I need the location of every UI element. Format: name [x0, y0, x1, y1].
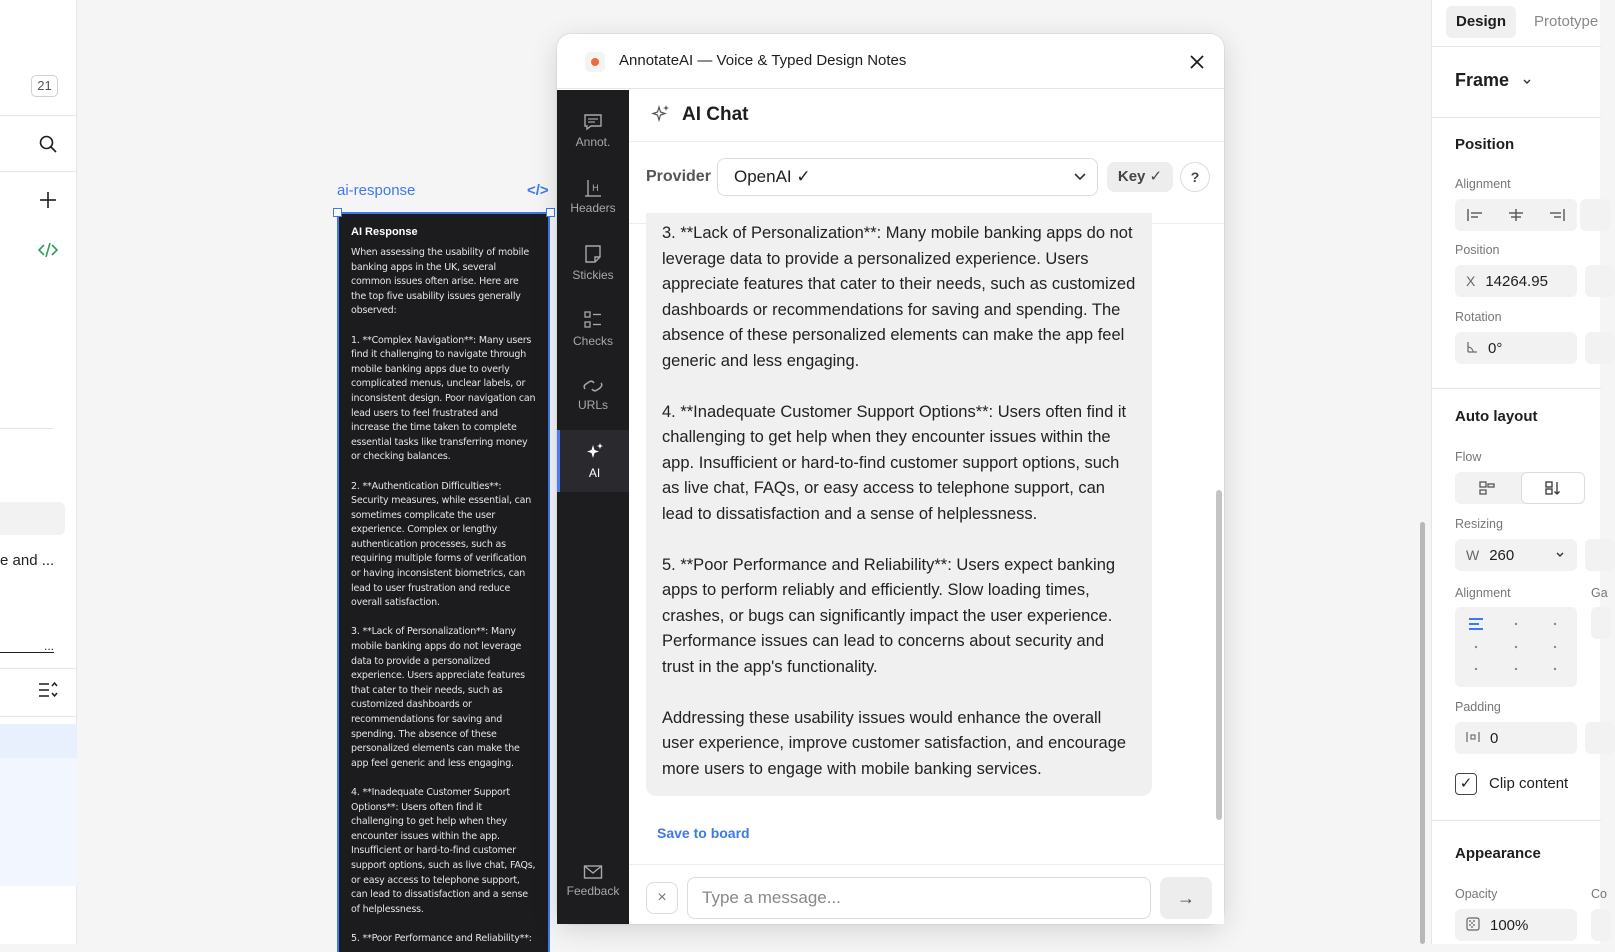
sparkle-icon: [585, 442, 605, 462]
height-field[interactable]: [1585, 539, 1615, 571]
message-composer: [629, 864, 1224, 924]
w-prefix: W: [1466, 547, 1480, 563]
padding-label: Padding: [1455, 700, 1501, 714]
layer-underline-truncated: ...: [0, 640, 54, 653]
chat-title: AI Chat: [682, 104, 749, 125]
frame-paragraph: 1. **Complex Navigation**: Many users find it challenging to navigate through mobile banking apps due to overly complicated menus, unclear labels, or inconsistent design. Poor navigation can lead users to feel frustrated and increase the time taken to complete essential tasks like transferring money or checking balances.: [351, 334, 536, 463]
svg-text:H: H: [592, 184, 599, 194]
divider: [0, 115, 77, 116]
chevron-down-icon: [1073, 172, 1087, 182]
save-to-board-link[interactable]: Save to board: [657, 825, 750, 841]
clip-content-checkbox[interactable]: ✓: [1455, 773, 1477, 795]
align-center-icon[interactable]: [1496, 199, 1536, 231]
checklist-icon: [583, 310, 603, 330]
gap-field[interactable]: [1591, 607, 1611, 639]
divider: [0, 716, 77, 717]
frame-type-label: Frame: [1455, 70, 1510, 90]
close-icon[interactable]: [1186, 51, 1208, 73]
corner-radius-label: Co: [1591, 887, 1607, 901]
align-more-button[interactable]: [1580, 199, 1610, 231]
frame-paragraph: 5. **Poor Performance and Reliability**:: [351, 932, 532, 944]
sidebar-item-headers[interactable]: [557, 166, 629, 228]
divider: [0, 428, 54, 429]
w-value: 260: [1489, 546, 1515, 564]
flow-wrap-icon[interactable]: [1455, 472, 1519, 504]
plugin-title: AnnotateAI — Voice & Typed Design Notes: [619, 52, 907, 69]
frame-paragraph: 2. **Authentication Difficulties**: Security measures, while essential, can sometimes complicate the user experience. Complex or lengthy authentication processes, such as requiring multiple forms of verification or having inconsistent biometrics, can lead to user frustration and reduce overall satisfaction.: [351, 480, 532, 609]
position-section-title: Position: [1455, 136, 1515, 153]
y-position-field[interactable]: [1585, 265, 1615, 297]
provider-select[interactable]: [717, 158, 1098, 196]
frame-paragraph: When assessing the usability of mobile banking apps in the UK, several common issues often arise. Here are the top five usability issues generally observed:: [351, 247, 529, 317]
gap-label: Ga: [1591, 586, 1608, 600]
sparkle-icon: [651, 104, 671, 129]
layer-count-badge: 21: [31, 75, 58, 97]
corner-radius-field[interactable]: [1591, 909, 1611, 941]
sidebar-item-label: Feedback: [566, 884, 620, 898]
ai-response-frame[interactable]: [337, 212, 550, 952]
chat-scrollbar[interactable]: [1216, 490, 1222, 820]
divider: [0, 668, 77, 669]
tab-prototype[interactable]: Prototype: [1534, 13, 1599, 30]
auto-layout-section-title: Auto layout: [1455, 408, 1538, 425]
frame-paragraph: 3. **Lack of Personalization**: Many mobile banking apps do not leverage data to provide a personalized experience. Users appreciate features that cater to their needs, such as customized dashboards or recommendations for saving and spending. The absence of these personalized elements can make the app feel generic and less engaging.: [351, 626, 525, 769]
resize-handle[interactable]: [333, 208, 342, 217]
message-paragraph: Addressing these usability issues would enhance the overall user experience, improve customer satisfaction, and encourage more users to engage with mobile banking services.: [662, 708, 1127, 778]
appearance-section-title: Appearance: [1455, 845, 1541, 862]
layer-children-selected: [0, 758, 77, 886]
sidebar-item-checks[interactable]: [557, 298, 629, 360]
sidebar-item-label: Checks: [572, 334, 613, 348]
link-icon: [582, 378, 604, 394]
plugin-logo: [585, 52, 605, 72]
divider: [0, 171, 77, 172]
ai-chat-panel: [629, 90, 1224, 924]
chevron-down-icon: [1555, 551, 1565, 559]
code-icon[interactable]: [36, 238, 60, 262]
divider: [1432, 117, 1601, 118]
layer-row-selected[interactable]: [0, 724, 77, 758]
padding-field[interactable]: [1455, 722, 1577, 754]
rotation-field[interactable]: [1455, 332, 1577, 364]
search-icon[interactable]: [36, 132, 60, 156]
sidebar-item-label: Headers: [570, 201, 616, 215]
properties-panel: [1431, 0, 1608, 944]
layers-panel: [0, 0, 77, 944]
width-field[interactable]: [1455, 539, 1577, 571]
sidebar-item-stickies[interactable]: [557, 232, 629, 294]
rotation-icon: [1466, 340, 1478, 356]
provider-label: Provider: [646, 168, 711, 185]
provider-row: [629, 142, 1224, 224]
opacity-value: 100%: [1490, 916, 1529, 934]
chevron-down-icon: [1522, 78, 1532, 86]
code-icon[interactable]: </>: [527, 182, 549, 199]
message-list[interactable]: [629, 225, 1224, 847]
frame-paragraph: 4. **Inadequate Customer Support Options**: Users often find it challenging to get help when they encounter issues within the app. Insufficient or hard-to-find customer support options, such as live chat, FAQs, or easy access to telephone support, can lead to dissatisfaction and a sense of helplessness.: [351, 786, 536, 915]
resize-handle[interactable]: [546, 208, 555, 217]
alignment-grid[interactable]: [1455, 607, 1577, 687]
sidebar-item-label: AI: [588, 466, 601, 480]
frame-name-label[interactable]: ai-response: [337, 182, 416, 199]
frame-type-dropdown[interactable]: [1455, 70, 1532, 91]
comment-icon: [583, 113, 603, 131]
collapse-list-icon[interactable]: [36, 678, 60, 702]
sidebar-item-label: Stickies: [572, 268, 614, 282]
opacity-icon: [1466, 917, 1480, 934]
opacity-label: Opacity: [1455, 887, 1498, 901]
message-paragraph: 5. **Poor Performance and Reliability**: Users expect banking apps to perform reliably and efficiently. Slow loading times, crashes, or bugs can significantly impact the user experience. Performance issues can lead to concerns about security and trust in the app's functionality.: [662, 555, 1116, 676]
sidebar-item-label: Annot.: [575, 135, 611, 149]
divider: [1432, 820, 1601, 821]
alignment-grid-icon: [1455, 607, 1577, 687]
padding-icon: [1466, 730, 1480, 746]
layer-name-truncated[interactable]: e and ...: [0, 552, 55, 569]
sidebar-item-label: URLs: [577, 398, 608, 412]
x-prefix: X: [1466, 273, 1476, 289]
mail-icon: [583, 864, 603, 880]
ai-message-bubble: [646, 213, 1152, 796]
sidebar-item-urls[interactable]: [557, 364, 629, 426]
resizing-label: Resizing: [1455, 517, 1503, 531]
padding-value: 0: [1490, 729, 1499, 747]
canvas-scrollbar[interactable]: [1420, 522, 1425, 944]
headers-icon: [583, 179, 603, 197]
plus-icon[interactable]: [36, 188, 60, 212]
divider: [1432, 46, 1601, 47]
flow-label: Flow: [1455, 450, 1482, 464]
frame-title: AI Response: [351, 226, 418, 238]
align-right-icon[interactable]: [1537, 199, 1577, 231]
send-button[interactable]: →: [1160, 877, 1212, 919]
divider: [1432, 388, 1601, 389]
layer-row-hover[interactable]: [0, 502, 65, 535]
flip-button[interactable]: [1585, 332, 1615, 364]
plugin-window: [557, 34, 1224, 924]
opacity-field[interactable]: [1455, 909, 1577, 941]
clip-content-label: Clip content: [1489, 775, 1569, 792]
x-value: 14264.95: [1485, 272, 1548, 290]
api-key-button[interactable]: Key ✓: [1107, 162, 1173, 192]
alignment-label: Alignment: [1455, 177, 1511, 191]
message-input[interactable]: [687, 877, 1151, 919]
flow-vertical-icon[interactable]: [1521, 472, 1585, 504]
sticky-note-icon: [584, 244, 602, 264]
help-button[interactable]: ?: [1180, 162, 1210, 192]
chat-header: [629, 90, 1224, 142]
sidebar-item-ai[interactable]: [557, 430, 629, 492]
align-left-icon[interactable]: [1455, 199, 1495, 231]
rotation-label: Rotation: [1455, 310, 1502, 324]
x-position-field[interactable]: [1455, 265, 1577, 297]
sidebar-item-feedback[interactable]: [557, 850, 629, 912]
tab-design[interactable]: Design: [1446, 6, 1516, 38]
position-label: Position: [1455, 243, 1500, 257]
sidebar-item-annot[interactable]: [557, 100, 629, 162]
rotation-value: 0°: [1488, 339, 1503, 357]
alignment-control: [1455, 199, 1577, 231]
alignment-label: Alignment: [1455, 586, 1511, 600]
plugin-sidebar: [557, 90, 629, 924]
message-paragraph: 4. **Inadequate Customer Support Options**: Users often find it challenging to get help when they encounter issues within the app. Insufficient or hard-to-find customer support options, such as live chat, FAQs, or easy access to telephone support, can lead to dissatisfaction and a sense of helplessness.: [662, 402, 1127, 523]
message-paragraph: 3. **Lack of Personalization**: Many mobile banking apps do not leverage data to provide a personalized experience. Users appreciate features that cater to their needs, such as customized dashboards or recommendations for saving and spending. The absence of these personalized elements can make the app feel generic and less engaging.: [662, 224, 1136, 370]
flow-control: [1455, 472, 1585, 504]
plugin-header: [557, 34, 1224, 89]
padding-more-button[interactable]: [1585, 722, 1615, 754]
clear-button[interactable]: ×: [646, 882, 678, 914]
provider-value: OpenAI ✓: [734, 167, 811, 186]
